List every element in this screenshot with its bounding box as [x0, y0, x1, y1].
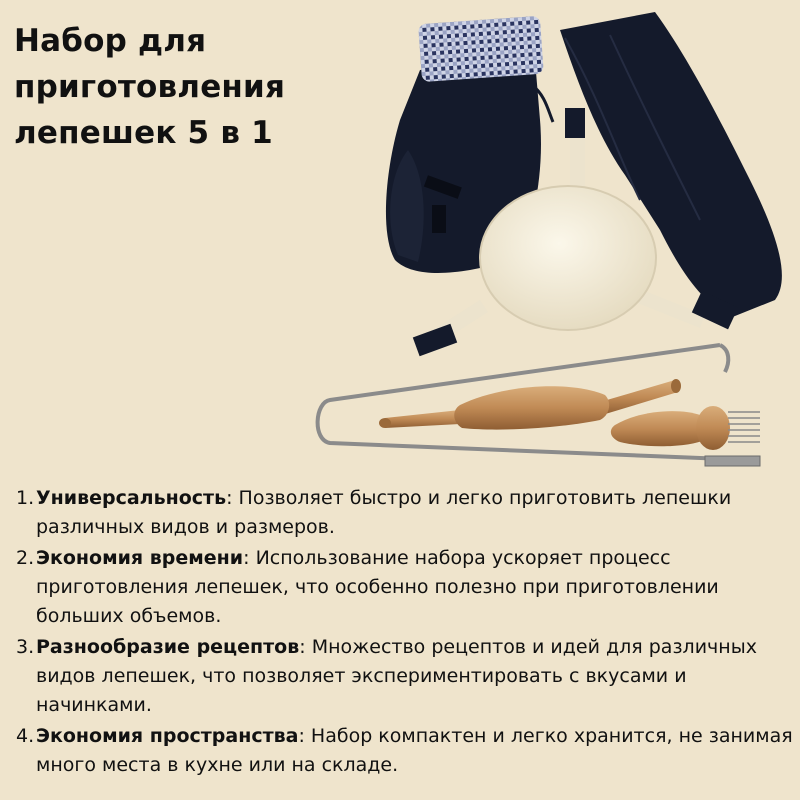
feature-text: Набор компактен и легко хранится, не занимая много места в кухне или на складе. — [36, 725, 793, 776]
feature-term: Разнообразие рецептов — [36, 636, 300, 658]
bread-stamp-icon — [611, 406, 760, 450]
feature-number: 1. — [16, 487, 35, 509]
feature-term: Экономия времени — [36, 547, 244, 569]
page-title: Набор для приготовления лепешек 5 в 1 — [14, 23, 286, 151]
feature-separator: : — [299, 636, 312, 658]
feature-number: 3. — [16, 636, 35, 658]
feature-item — [0, 633, 800, 720]
feature-text: Множество рецептов и идей для различных видов лепешек, что позволяет экспериментировать с вкусами и начинками. — [36, 636, 757, 716]
feature-separator: : — [298, 725, 311, 747]
feature-term: Универсальность — [36, 487, 227, 509]
features-list — [0, 484, 800, 782]
feature-number: 2. — [16, 547, 35, 569]
feature-separator: : — [243, 547, 256, 569]
feature-number: 4. — [16, 725, 35, 747]
product-image — [300, 0, 800, 480]
feature-item — [0, 722, 800, 780]
feature-item — [0, 544, 800, 631]
feature-term: Экономия пространства — [36, 725, 299, 747]
feature-text: Использование набора ускоряет процесс приготовления лепешек, что особенно полезно при приготовлении больших объемов. — [36, 547, 719, 627]
feature-item — [0, 484, 800, 542]
feature-text: Позволяет быстро и легко приготовить лепешки различных видов и размеров. — [36, 487, 732, 538]
feature-separator: : — [226, 487, 239, 509]
